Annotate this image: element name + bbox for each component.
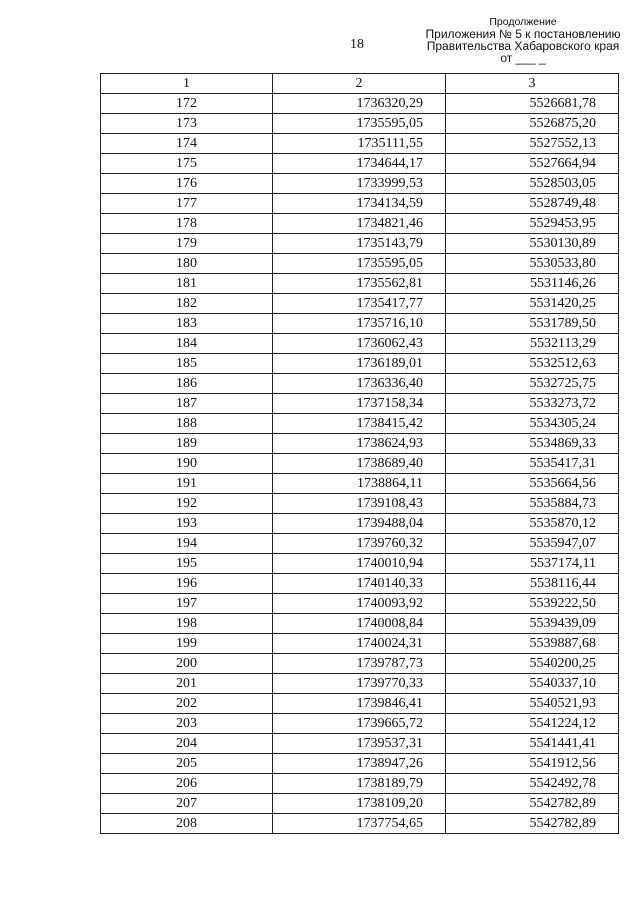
point-number-cell: 191 xyxy=(101,474,273,494)
point-number-cell: 206 xyxy=(101,774,273,794)
table-row xyxy=(101,594,619,614)
table-row xyxy=(101,814,619,834)
table-row xyxy=(101,774,619,794)
table-row xyxy=(101,674,619,694)
y-coordinate-cell: 5527552,13 xyxy=(446,134,619,154)
x-coordinate-cell: 1733999,53 xyxy=(273,174,446,194)
y-coordinate-cell: 5526875,20 xyxy=(446,114,619,134)
table-row xyxy=(101,294,619,314)
point-number-cell: 187 xyxy=(101,394,273,414)
x-coordinate-cell: 1738864,11 xyxy=(273,474,446,494)
point-number-cell: 176 xyxy=(101,174,273,194)
y-coordinate-cell: 5532512,63 xyxy=(446,354,619,374)
x-coordinate-cell: 1740008,84 xyxy=(273,614,446,634)
point-number-cell: 207 xyxy=(101,794,273,814)
table-row xyxy=(101,94,619,114)
x-coordinate-cell: 1738947,26 xyxy=(273,754,446,774)
point-number-cell: 190 xyxy=(101,454,273,474)
table-row xyxy=(101,754,619,774)
x-coordinate-cell: 1739760,32 xyxy=(273,534,446,554)
y-coordinate-cell: 5542492,78 xyxy=(446,774,619,794)
x-coordinate-cell: 1739665,72 xyxy=(273,714,446,734)
table-row xyxy=(101,514,619,534)
header-appendix-ref: Приложения № 5 к постановлению xyxy=(425,27,621,41)
column-header-1: 1 xyxy=(101,74,273,94)
point-number-cell: 188 xyxy=(101,414,273,434)
table-row xyxy=(101,654,619,674)
point-number-cell: 177 xyxy=(101,194,273,214)
x-coordinate-cell: 1740010,94 xyxy=(273,554,446,574)
table-row xyxy=(101,114,619,134)
header-continuation: Продолжение xyxy=(489,16,557,28)
y-coordinate-cell: 5540200,25 xyxy=(446,654,619,674)
y-coordinate-cell: 5535664,56 xyxy=(446,474,619,494)
point-number-cell: 201 xyxy=(101,674,273,694)
table-row xyxy=(101,474,619,494)
point-number-cell: 184 xyxy=(101,334,273,354)
table-row xyxy=(101,314,619,334)
table-row xyxy=(101,634,619,654)
header-government: Правительства Хабаровского края xyxy=(426,39,620,53)
x-coordinate-cell: 1736336,40 xyxy=(273,374,446,394)
table-row xyxy=(101,614,619,634)
x-coordinate-cell: 1734134,59 xyxy=(273,194,446,214)
y-coordinate-cell: 5539439,09 xyxy=(446,614,619,634)
x-coordinate-cell: 1739108,43 xyxy=(273,494,446,514)
y-coordinate-cell: 5541441,41 xyxy=(446,734,619,754)
y-coordinate-cell: 5531420,25 xyxy=(446,294,619,314)
x-coordinate-cell: 1738689,40 xyxy=(273,454,446,474)
point-number-cell: 208 xyxy=(101,814,273,834)
table-row xyxy=(101,274,619,294)
y-coordinate-cell: 5530130,89 xyxy=(446,234,619,254)
table-row xyxy=(101,354,619,374)
y-coordinate-cell: 5531789,50 xyxy=(446,314,619,334)
x-coordinate-cell: 1738415,42 xyxy=(273,414,446,434)
y-coordinate-cell: 5534869,33 xyxy=(446,434,619,454)
point-number-cell: 185 xyxy=(101,354,273,374)
point-number-cell: 173 xyxy=(101,114,273,134)
y-coordinate-cell: 5541912,56 xyxy=(446,754,619,774)
header-date: от ___ _ xyxy=(500,51,546,65)
point-number-cell: 182 xyxy=(101,294,273,314)
x-coordinate-cell: 1735595,05 xyxy=(273,254,446,274)
x-coordinate-cell: 1739537,31 xyxy=(273,734,446,754)
table-row xyxy=(101,414,619,434)
point-number-cell: 175 xyxy=(101,154,273,174)
x-coordinate-cell: 1740140,33 xyxy=(273,574,446,594)
table-row xyxy=(101,494,619,514)
table-row xyxy=(101,214,619,234)
y-coordinate-cell: 5541224,12 xyxy=(446,714,619,734)
x-coordinate-cell: 1740093,92 xyxy=(273,594,446,614)
y-coordinate-cell: 5532113,29 xyxy=(446,334,619,354)
y-coordinate-cell: 5527664,94 xyxy=(446,154,619,174)
x-coordinate-cell: 1735111,55 xyxy=(273,134,446,154)
table-row xyxy=(101,254,619,274)
y-coordinate-cell: 5535947,07 xyxy=(446,534,619,554)
x-coordinate-cell: 1735562,81 xyxy=(273,274,446,294)
table-row xyxy=(101,554,619,574)
y-coordinate-cell: 5542782,89 xyxy=(446,794,619,814)
y-coordinate-cell: 5535870,12 xyxy=(446,514,619,534)
point-number-cell: 202 xyxy=(101,694,273,714)
y-coordinate-cell: 5533273,72 xyxy=(446,394,619,414)
x-coordinate-cell: 1737754,65 xyxy=(273,814,446,834)
x-coordinate-cell: 1734644,17 xyxy=(273,154,446,174)
point-number-cell: 200 xyxy=(101,654,273,674)
point-number-cell: 204 xyxy=(101,734,273,754)
point-number-cell: 193 xyxy=(101,514,273,534)
point-number-cell: 172 xyxy=(101,94,273,114)
y-coordinate-cell: 5528749,48 xyxy=(446,194,619,214)
y-coordinate-cell: 5540521,93 xyxy=(446,694,619,714)
table-row xyxy=(101,574,619,594)
table-row xyxy=(101,434,619,454)
point-number-cell: 180 xyxy=(101,254,273,274)
y-coordinate-cell: 5530533,80 xyxy=(446,254,619,274)
y-coordinate-cell: 5534305,24 xyxy=(446,414,619,434)
y-coordinate-cell: 5537174,11 xyxy=(446,554,619,574)
table-row xyxy=(101,154,619,174)
point-number-cell: 203 xyxy=(101,714,273,734)
x-coordinate-cell: 1739787,73 xyxy=(273,654,446,674)
x-coordinate-cell: 1735595,05 xyxy=(273,114,446,134)
coordinates-table xyxy=(100,73,619,834)
page-number: 18 xyxy=(350,37,364,52)
table-row xyxy=(101,234,619,254)
x-coordinate-cell: 1735417,77 xyxy=(273,294,446,314)
table-row xyxy=(101,174,619,194)
x-coordinate-cell: 1734821,46 xyxy=(273,214,446,234)
table-row xyxy=(101,394,619,414)
appendix-header xyxy=(418,16,628,64)
table-row xyxy=(101,374,619,394)
y-coordinate-cell: 5539887,68 xyxy=(446,634,619,654)
y-coordinate-cell: 5528503,05 xyxy=(446,174,619,194)
table-row xyxy=(101,794,619,814)
point-number-cell: 197 xyxy=(101,594,273,614)
x-coordinate-cell: 1735143,79 xyxy=(273,234,446,254)
table-row xyxy=(101,534,619,554)
point-number-cell: 186 xyxy=(101,374,273,394)
y-coordinate-cell: 5535884,73 xyxy=(446,494,619,514)
point-number-cell: 192 xyxy=(101,494,273,514)
x-coordinate-cell: 1738624,93 xyxy=(273,434,446,454)
point-number-cell: 205 xyxy=(101,754,273,774)
table-row xyxy=(101,714,619,734)
x-coordinate-cell: 1737158,34 xyxy=(273,394,446,414)
point-number-cell: 195 xyxy=(101,554,273,574)
table-row xyxy=(101,194,619,214)
x-coordinate-cell: 1736062,43 xyxy=(273,334,446,354)
y-coordinate-cell: 5540337,10 xyxy=(446,674,619,694)
table-row xyxy=(101,134,619,154)
column-header-2: 2 xyxy=(273,74,446,94)
x-coordinate-cell: 1740024,31 xyxy=(273,634,446,654)
table-row xyxy=(101,734,619,754)
point-number-cell: 194 xyxy=(101,534,273,554)
y-coordinate-cell: 5526681,78 xyxy=(446,94,619,114)
x-coordinate-cell: 1738109,20 xyxy=(273,794,446,814)
x-coordinate-cell: 1739770,33 xyxy=(273,674,446,694)
point-number-cell: 198 xyxy=(101,614,273,634)
y-coordinate-cell: 5539222,50 xyxy=(446,594,619,614)
x-coordinate-cell: 1739488,04 xyxy=(273,514,446,534)
y-coordinate-cell: 5529453,95 xyxy=(446,214,619,234)
x-coordinate-cell: 1735716,10 xyxy=(273,314,446,334)
x-coordinate-cell: 1736189,01 xyxy=(273,354,446,374)
y-coordinate-cell: 5538116,44 xyxy=(446,574,619,594)
point-number-cell: 181 xyxy=(101,274,273,294)
point-number-cell: 179 xyxy=(101,234,273,254)
point-number-cell: 196 xyxy=(101,574,273,594)
table-row xyxy=(101,334,619,354)
x-coordinate-cell: 1736320,29 xyxy=(273,94,446,114)
point-number-cell: 189 xyxy=(101,434,273,454)
point-number-cell: 199 xyxy=(101,634,273,654)
point-number-cell: 174 xyxy=(101,134,273,154)
y-coordinate-cell: 5532725,75 xyxy=(446,374,619,394)
y-coordinate-cell: 5542782,89 xyxy=(446,814,619,834)
point-number-cell: 178 xyxy=(101,214,273,234)
table-header xyxy=(101,74,619,94)
table-body xyxy=(101,94,619,834)
table-row xyxy=(101,454,619,474)
table-row xyxy=(101,694,619,714)
column-header-3: 3 xyxy=(446,74,619,94)
point-number-cell: 183 xyxy=(101,314,273,334)
x-coordinate-cell: 1738189,79 xyxy=(273,774,446,794)
x-coordinate-cell: 1739846,41 xyxy=(273,694,446,714)
header-row xyxy=(101,74,619,94)
y-coordinate-cell: 5531146,26 xyxy=(446,274,619,294)
y-coordinate-cell: 5535417,31 xyxy=(446,454,619,474)
